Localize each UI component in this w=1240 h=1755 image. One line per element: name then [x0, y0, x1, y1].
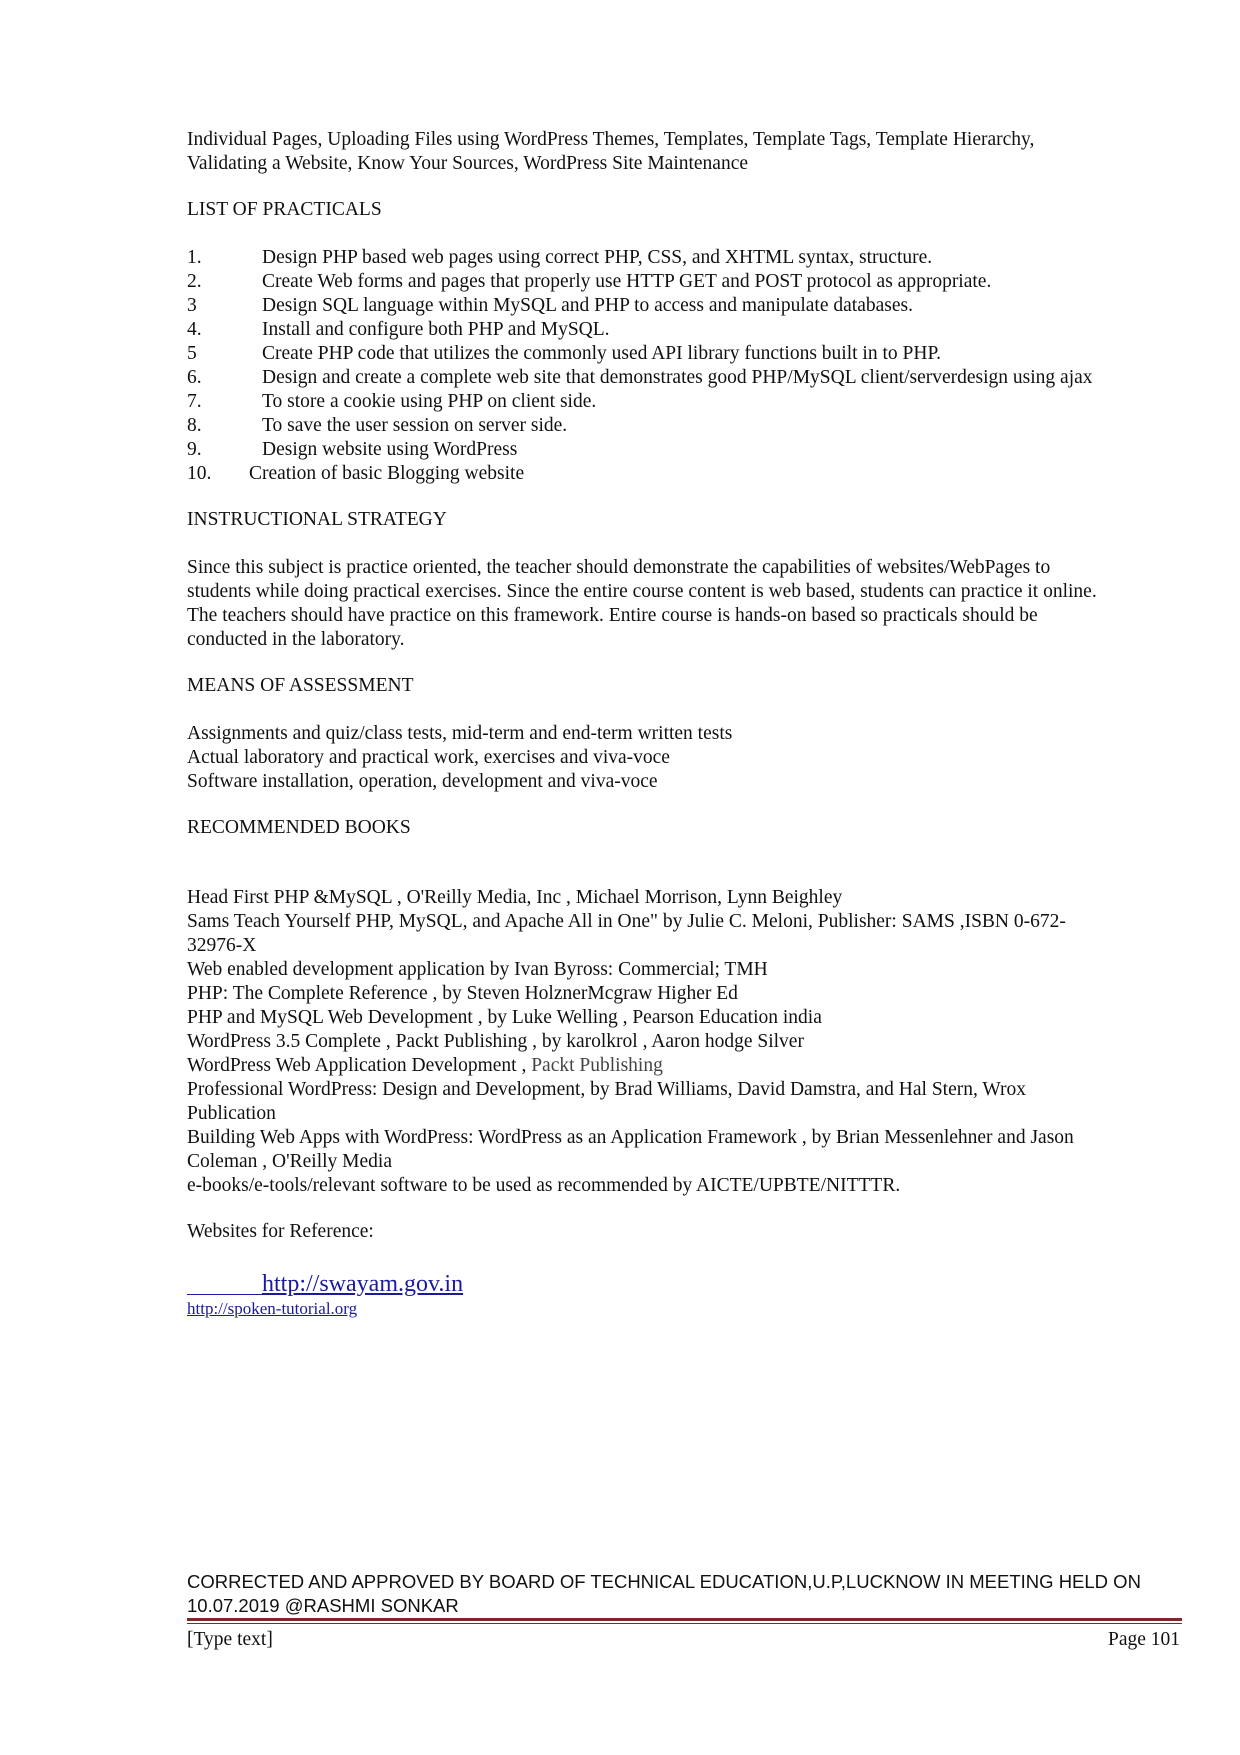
footer-line: 10.07.2019 @RASHMI SONKAR [187, 1595, 459, 1616]
assessment-item: Actual laboratory and practical work, exercises and viva-voce [187, 747, 670, 768]
book-line: Building Web Apps with WordPress: WordPress as an Application Framework , by Brian Messenlehner and Jason [187, 1127, 1074, 1148]
strategy-line: conducted in the laboratory. [187, 629, 405, 650]
book-publisher: Packt Publishing [531, 1055, 663, 1076]
list-item [187, 438, 1167, 462]
list-item [187, 342, 1167, 366]
book-line: Professional WordPress: Design and Development, by Brad Williams, David Damstra, and Hal Stern, Wrox [187, 1079, 1027, 1100]
strategy-paragraph [187, 556, 1167, 652]
assessment-item: Software installation, operation, development and viva-voce [187, 771, 658, 792]
list-item-text: Install and configure both PHP and MySQL. [262, 319, 610, 340]
list-item-number: 6. [187, 367, 202, 388]
list-item [187, 318, 1167, 342]
link-underline [187, 1294, 262, 1295]
books-list [187, 886, 1167, 1198]
list-item-text: Design SQL language within MySQL and PHP to access and manipulate databases. [262, 295, 913, 316]
list-item [187, 462, 1167, 486]
list-item [187, 390, 1167, 414]
strategy-line: The teachers should have practice on this framework. Entire course is hands-on based so practicals should be [187, 605, 1038, 626]
list-item-text: Creation of basic Blogging website [249, 463, 525, 484]
list-item-number: 10. [187, 463, 212, 484]
footer-divider [187, 1618, 1182, 1624]
footer-approval [187, 1570, 1187, 1618]
list-item-text: Create PHP code that utilizes the commonly used API library functions built in to PHP. [262, 343, 941, 364]
book-line: 32976-X [187, 935, 257, 956]
list-item-number: 5 [187, 343, 197, 364]
footer-placeholder-text: [Type text] [187, 1629, 273, 1650]
list-item-text: Design and create a complete web site that demonstrates good PHP/MySQL client/serverdesign using ajax [262, 367, 1093, 388]
list-item-number: 7. [187, 391, 202, 412]
list-item-text: To store a cookie using PHP on client side. [262, 391, 597, 412]
list-item-text: Create Web forms and pages that properly use HTTP GET and POST protocol as appropriate. [262, 271, 992, 292]
page-content [187, 128, 1167, 1320]
swayam-link[interactable]: http://swayam.gov.in [262, 1271, 464, 1297]
book-line: Web enabled development application by Ivan Byross: Commercial; TMH [187, 959, 768, 980]
list-item [187, 270, 1167, 294]
list-item [187, 294, 1167, 318]
assessment-list [187, 722, 1167, 794]
list-item-number: 8. [187, 415, 202, 436]
assessment-heading: MEANS OF ASSESSMENT [187, 675, 414, 696]
page-number: Page 101 [1107, 1629, 1180, 1650]
practicals-heading: LIST OF PRACTICALS [187, 199, 382, 220]
book-line: Publication [187, 1103, 276, 1124]
footer-line: CORRECTED AND APPROVED BY BOARD OF TECHNICAL EDUCATION,U.P,LUCKNOW IN MEETING HELD ON [187, 1571, 1141, 1592]
list-item [187, 366, 1167, 390]
book-line: PHP: The Complete Reference , by Steven HolznerMcgraw Higher Ed [187, 983, 738, 1004]
websites-links [187, 1270, 1167, 1320]
book-line: e-books/e-tools/relevant software to be used as recommended by AICTE/UPBTE/NITTTR. [187, 1175, 901, 1196]
book-line [187, 1054, 1167, 1078]
practicals-list [187, 246, 1167, 486]
spoken-tutorial-link[interactable]: http://spoken-tutorial.org [187, 1299, 358, 1318]
strategy-line: students while doing practical exercises. Since the entire course content is web based, students can practice it online. [187, 581, 1097, 602]
list-item [187, 246, 1167, 270]
book-line: Head First PHP &MySQL , O'Reilly Media, Inc , Michael Morrison, Lynn Beighley [187, 887, 843, 908]
book-line: Sams Teach Yourself PHP, MySQL, and Apache All in One" by Julie C. Meloni, Publisher: SAMS ,ISBN 0-672- [187, 911, 1066, 932]
list-item [187, 414, 1167, 438]
strategy-line: Since this subject is practice oriented, the teacher should demonstrate the capabilities of websites/WebPages to [187, 557, 1051, 578]
books-heading: RECOMMENDED BOOKS [187, 817, 411, 838]
footer-bar [187, 1629, 1180, 1651]
strategy-heading: INSTRUCTIONAL STRATEGY [187, 509, 447, 530]
intro-line: Individual Pages, Uploading Files using WordPress Themes, Templates, Template Tags, Template Hierarchy, [187, 129, 1035, 150]
websites-label: Websites for Reference: [187, 1221, 374, 1242]
book-line: PHP and MySQL Web Development , by Luke Welling , Pearson Education india [187, 1007, 822, 1028]
list-item-number: 1. [187, 247, 202, 268]
book-line: Coleman , O'Reilly Media [187, 1151, 392, 1172]
list-item-number: 3 [187, 295, 197, 316]
intro-line: Validating a Website, Know Your Sources, WordPress Site Maintenance [187, 153, 749, 174]
swayam-link-wrapper [187, 1270, 463, 1298]
intro-paragraph [187, 128, 1167, 176]
list-item-text: To save the user session on server side. [262, 415, 568, 436]
list-item-number: 9. [187, 439, 202, 460]
assessment-item: Assignments and quiz/class tests, mid-term and end-term written tests [187, 723, 733, 744]
list-item-text: Design PHP based web pages using correct PHP, CSS, and XHTML syntax, structure. [262, 247, 933, 268]
book-title: WordPress Web Application Development , [187, 1055, 532, 1076]
list-item-number: 4. [187, 319, 202, 340]
list-item-number: 2. [187, 271, 202, 292]
book-line: WordPress 3.5 Complete , Packt Publishing , by karolkrol , Aaron hodge Silver [187, 1031, 804, 1052]
list-item-text: Design website using WordPress [262, 439, 518, 460]
